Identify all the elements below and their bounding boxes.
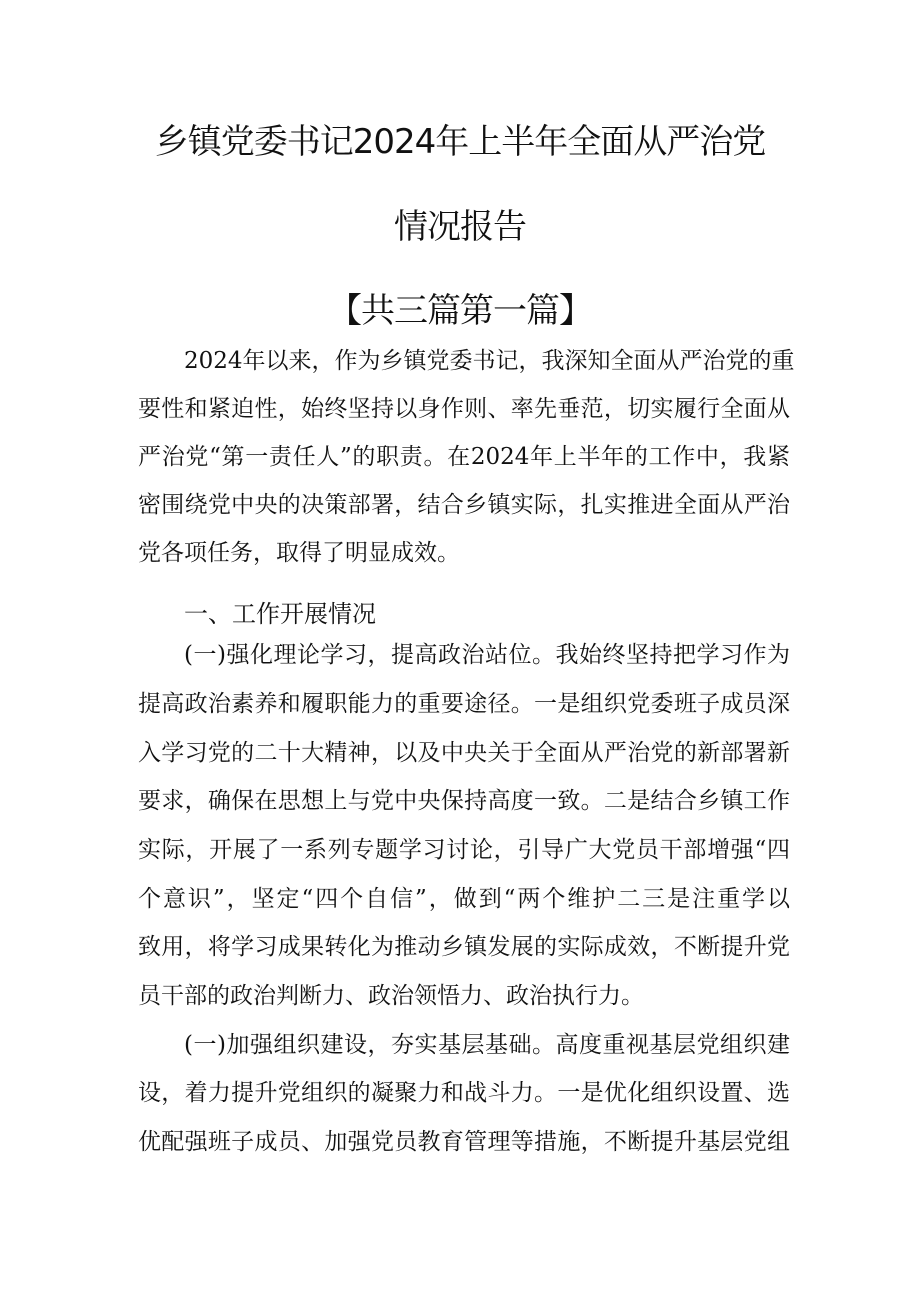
title-line-1: 乡镇党委书记2024年上半年全面从严治党 xyxy=(154,122,766,162)
para1-line-6: 个意识”，坚定“四个自信”，做到“两个维护二三是注重学以 xyxy=(138,886,790,912)
para1-line-7: 致用，将学习成果转化为推动乡镇发展的实际成效，不断提升党 xyxy=(138,934,790,960)
para1-line-2: 提高政治素养和履职能力的重要途径。一是组织党委班子成员深 xyxy=(138,691,790,717)
subtitle-part-label: 【共三篇第一篇】 xyxy=(328,291,592,331)
para1-line-5: 实际，开展了一系列专题学习讨论，引导广大党员干部增强“四 xyxy=(138,837,790,863)
section-heading: 一、工作开展情况 xyxy=(184,600,376,628)
para1-line-3: 入学习党的二十大精神，以及中央关于全面从严治党的新部署新 xyxy=(138,740,790,766)
para1-line-4: 要求，确保在思想上与党中央保持高度一致。二是结合乡镇工作 xyxy=(138,788,790,814)
para2-line-1: (一)加强组织建设，夯实基层基础。高度重视基层党组织建 xyxy=(184,1032,790,1058)
para1-line-1: (一)强化理论学习，提高政治站位。我始终坚持把学习作为 xyxy=(184,642,790,668)
intro-line-4: 密围绕党中央的决策部署，结合乡镇实际，扎实推进全面从严治 xyxy=(138,492,790,518)
intro-line-3: 严治党“第一责任人”的职责。在2024年上半年的工作中，我紧 xyxy=(138,444,790,470)
intro-line-2: 要性和紧迫性，始终坚持以身作则、率先垂范，切实履行全面从 xyxy=(138,396,790,422)
para2-line-3: 优配强班子成员、加强党员教育管理等措施，不断提升基层党组 xyxy=(138,1129,790,1155)
title-line-2: 情况报告 xyxy=(394,207,526,247)
para2-line-2: 设，着力提升党组织的凝聚力和战斗力。一是优化组织设置、选 xyxy=(138,1080,790,1106)
para1-line-8: 员干部的政治判断力、政治领悟力、政治执行力。 xyxy=(138,983,644,1009)
intro-line-5: 党各项任务，取得了明显成效。 xyxy=(138,540,460,566)
intro-line-1: 2024年以来，作为乡镇党委书记，我深知全面从严治党的重 xyxy=(184,348,795,374)
